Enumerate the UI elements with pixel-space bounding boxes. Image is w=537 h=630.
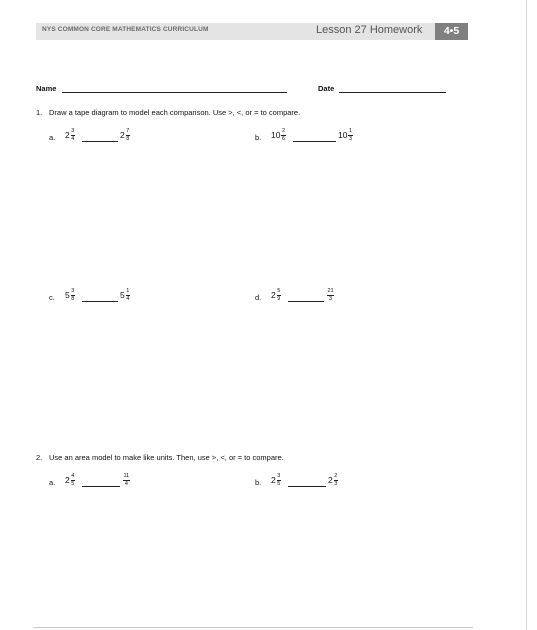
problem-1d-left-number <box>271 288 281 302</box>
numerator: 3 <box>277 473 281 479</box>
fraction <box>71 128 75 142</box>
problem-2-number: 2. <box>36 453 43 462</box>
whole-part: 2 <box>271 475 276 485</box>
whole-part: 2 <box>65 475 70 485</box>
numerator: 4 <box>71 473 75 479</box>
fraction <box>126 128 130 142</box>
denominator: 8 <box>126 135 130 142</box>
problem-1-number: 1. <box>36 108 43 117</box>
fraction <box>327 288 334 302</box>
problem-1a-left-number <box>65 128 75 142</box>
problem-1a-right-number <box>120 128 130 142</box>
numerator: 2 <box>281 128 286 134</box>
whole-part: 2 <box>65 130 70 140</box>
problem-1c-letter: c. <box>49 293 55 302</box>
fraction <box>277 288 281 302</box>
fraction <box>71 288 75 302</box>
fraction <box>126 288 130 302</box>
numerator: 1 <box>126 288 130 294</box>
problem-2a-right-number <box>122 473 130 487</box>
fraction <box>123 473 130 487</box>
problem-2a-answer-blank[interactable] <box>82 486 120 487</box>
name-label: Name <box>36 84 57 93</box>
denominator: 6 <box>281 135 286 142</box>
numerator: 1 <box>348 128 353 134</box>
footer-rule <box>33 627 473 628</box>
whole-part: 10 <box>338 130 348 140</box>
denominator: 3 <box>329 295 333 302</box>
denominator: 3 <box>334 480 338 487</box>
fraction <box>348 128 352 142</box>
fraction <box>277 473 281 487</box>
denominator: 5 <box>71 480 75 487</box>
problem-2b-answer-blank[interactable] <box>288 486 326 487</box>
whole-part: 5 <box>120 290 125 300</box>
numerator: 3 <box>71 128 75 134</box>
fraction <box>71 473 75 487</box>
numerator: 5 <box>277 288 281 294</box>
problem-1d-letter: d. <box>255 293 262 302</box>
problem-1b-left-number <box>271 128 286 142</box>
fraction <box>334 473 338 487</box>
numerator: 3 <box>71 288 75 294</box>
problem-2a-letter: a. <box>49 478 56 487</box>
numerator: 7 <box>126 128 130 134</box>
module-badge: 4•5 <box>435 23 468 40</box>
numerator: 21 <box>327 288 334 294</box>
problem-1d-right-number <box>326 288 334 302</box>
denominator: 8 <box>71 295 75 302</box>
denominator: 9 <box>277 295 281 302</box>
lesson-title: Lesson 27 Homework <box>316 24 423 36</box>
whole-part: 2 <box>328 475 333 485</box>
problem-1-prompt: Draw a tape diagram to model each comparison. Use >, <, or = to compare. <box>49 108 301 117</box>
name-field[interactable] <box>62 92 287 93</box>
denominator: 3 <box>348 135 353 142</box>
date-label: Date <box>318 84 335 93</box>
fraction <box>281 128 285 142</box>
denominator: 5 <box>277 480 281 487</box>
problem-1c-left-number <box>65 288 75 302</box>
problem-1a-letter: a. <box>49 133 56 142</box>
denominator: 4 <box>124 480 128 487</box>
whole-part: 5 <box>65 290 70 300</box>
denominator: 4 <box>126 295 130 302</box>
problem-2b-letter: b. <box>255 478 262 487</box>
problem-1c-right-number <box>120 288 130 302</box>
denominator: 4 <box>71 135 75 142</box>
problem-2-prompt: Use an area model to make like units. Then, use >, <, or = to compare. <box>49 453 284 462</box>
problem-1b-right-number <box>338 128 353 142</box>
date-field[interactable] <box>339 92 446 93</box>
header-bar <box>36 23 468 40</box>
problem-1c-answer-blank[interactable] <box>82 301 118 302</box>
whole-part: 10 <box>271 130 281 140</box>
problem-1b-letter: b. <box>255 133 262 142</box>
curriculum-label: NYS COMMON CORE MATHEMATICS CURRICULUM <box>42 26 209 33</box>
whole-part: 2 <box>120 130 125 140</box>
problem-2b-right-number <box>328 473 338 487</box>
problem-2a-left-number <box>65 473 75 487</box>
problem-2b-left-number <box>271 473 281 487</box>
whole-part: 2 <box>271 290 276 300</box>
numerator: 11 <box>123 473 130 479</box>
problem-1a-answer-blank[interactable] <box>82 141 118 142</box>
problem-1d-answer-blank[interactable] <box>288 301 324 302</box>
numerator: 2 <box>334 473 338 479</box>
problem-1b-answer-blank[interactable] <box>293 141 336 142</box>
